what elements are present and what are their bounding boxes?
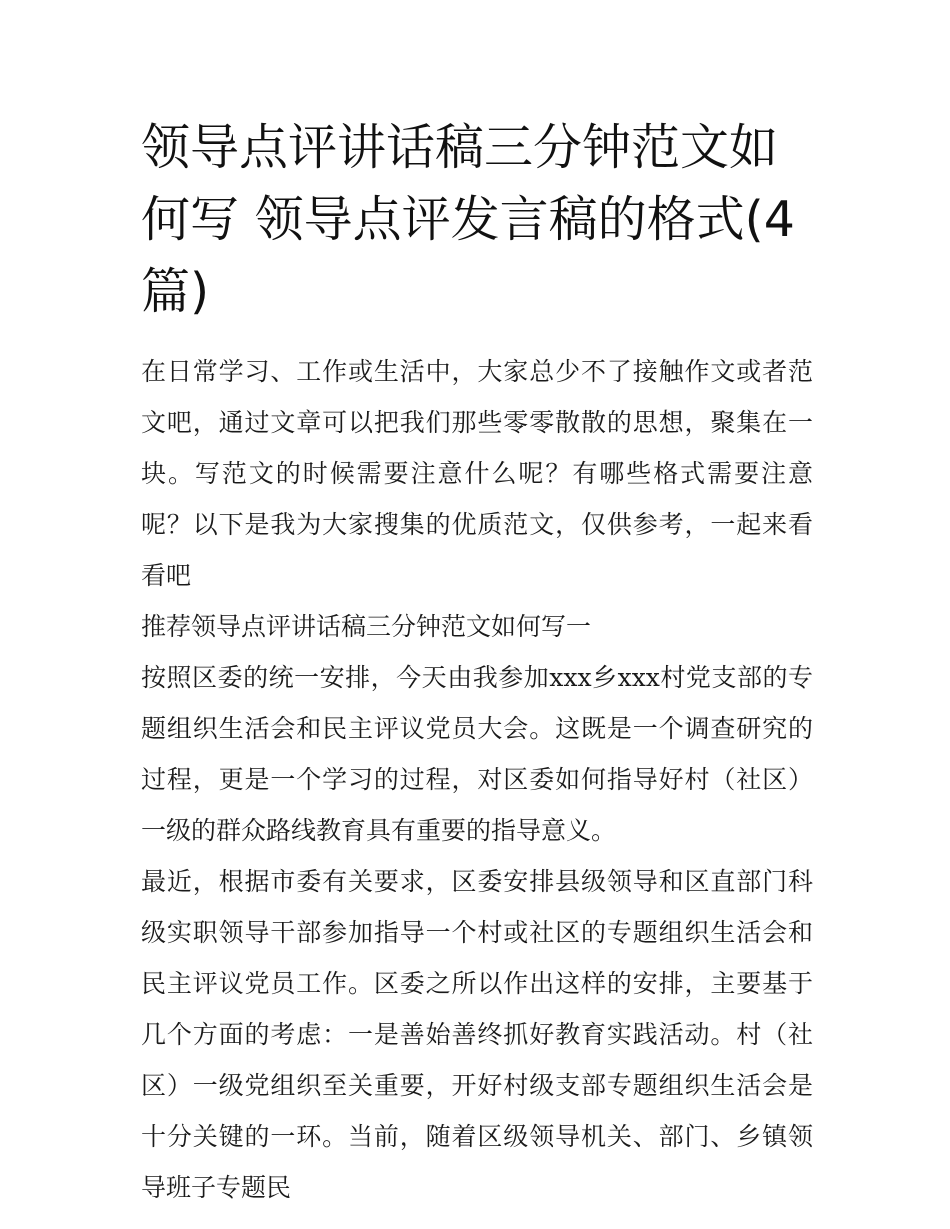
document-title: 领导点评讲话稿三分钟范文如何写 领导点评发言稿的格式(4篇) bbox=[141, 119, 795, 320]
document-body bbox=[141, 112, 813, 1213]
body-paragraph: 最近，根据市委有关要求，区委安排县级领导和区直部门科级实职领导干部参加指导一个村或社区的专题组织生活会和民主评议党员工作。区委之所以作出这样的安排，主要基于几个方面的考虑：一是善始善终抓好教育实践活动。村（社区）一级党组织至关重要，开好村级支部专题组织生活会是十分关键的一环。当前，随着区级领导机关、部门、乡镇领导班子专题民 bbox=[141, 867, 813, 1202]
intro-paragraph: 在日常学习、工作或生活中，大家总少不了接触作文或者范文吧，通过文章可以把我们那些零零散散的思想，聚集在一块。写范文的时候需要注意什么呢？有哪些格式需要注意呢？以下是我为大家搜集的优质范文，仅供参考，一起来看看吧 bbox=[141, 357, 813, 590]
body-paragraph: 按照区委的统一安排，今天由我参加xxx乡xxx村党支部的专题组织生活会和民主评议党员大会。这既是一个调查研究的过程，更是一个学习的过程，对区委如何指导好村（社区）一级的群众路线教育具有重要的指导意义。 bbox=[141, 663, 813, 845]
section-heading: 推荐领导点评讲话稿三分钟范文如何写一 bbox=[141, 612, 592, 641]
